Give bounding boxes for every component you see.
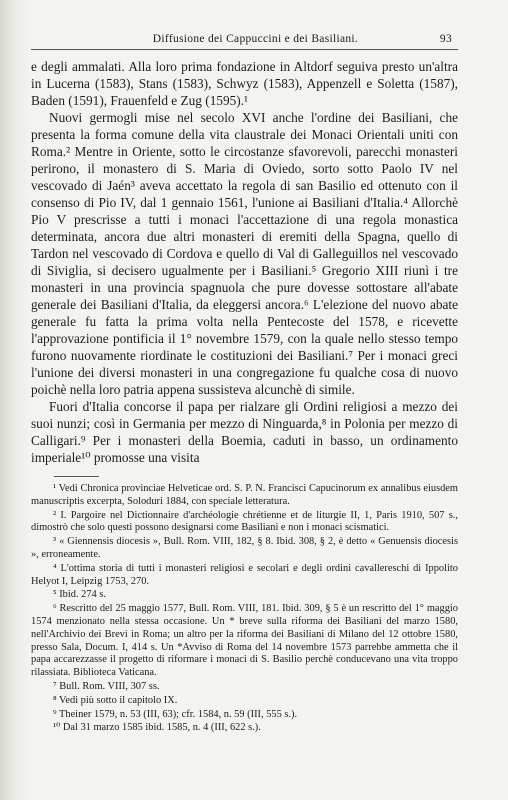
- footnote-1: ¹ Vedi Chronica provinciae Helveticae ord. S. P. N. Francisci Capucinorum ex annalibus eiusdem manuscriptis excerpta, Soloduri 1884, con speciale letteratura.: [31, 483, 458, 507]
- running-title: Diffusione dei Cappuccini e dei Basiliani.: [152, 33, 359, 45]
- footnote-6: ⁶ Rescritto del 25 maggio 1577, Bull. Rom. VIII, 181. Ibid. 309, § 5 è un rescritto del 1° maggio 1574 menzionato nella stessa occasione. Un * breve sulla riforma dei Basiliani del marzo 1580, nell'Archivio dei Brevi in Roma; un altro per la riforma dei Basiliani di Milano del 12 ottobre 1580, presso Sala, Docum. I, 414 s. Un *Avviso di Roma del 14 novembre 1573 parrebbe ammetta che il papa accarezzasse il progetto di riformare i monaci di S. Basilio perchè conducevano una vita troppo rilassiata. Biblioteca Vaticana.: [31, 603, 458, 679]
- running-header: [31, 30, 458, 50]
- footnote-3: ³ « Giennensis diocesis », Bull. Rom. VIII, 182, § 8. Ibid. 308, § 2, è detto « Genuensis diocesis », erroneamente.: [31, 536, 458, 560]
- page-number: 93: [439, 33, 452, 45]
- footnote-8: ⁸ Vedi più sotto il capitolo IX.: [53, 694, 178, 706]
- main-text: [31, 58, 458, 466]
- footnote-5: ⁵ Ibid. 274 s.: [53, 589, 106, 601]
- footnote-7: ⁷ Bull. Rom. VIII, 307 ss.: [53, 680, 160, 692]
- paragraph-1: e degli ammalati. Alla loro prima fondazione in Altdorf seguiva presto un'altra in Lucerna (1583), Stans (1583), Schwyz (1583), Appenzell e Soletta (1587), Baden (1591), Frauenfeld e Zug (1595).¹: [31, 59, 458, 108]
- footnote-separator: [54, 476, 99, 477]
- footnote-2: ² I. Pargoire nel Dictionnaire d'archéologie chrétienne et de liturgie II, 1, Paris 1910, 507 s., dimostrò che solo questi possono designarsi come Basiliani e non i monaci scismatici.: [31, 509, 458, 534]
- footnote-4: ⁴ L'ottima storia di tutti i monasteri religiosi e secolari e degli ordini cavallereschi di Ippolito Helyot I, Leipzig 1753, 270.: [31, 562, 458, 587]
- footnote-10: ¹⁰ Dal 31 marzo 1585 ibid. 1585, n. 4 (III, 622 s.).: [53, 722, 261, 734]
- paragraph-2: Nuovi germogli mise nel secolo XVI anche l'ordine dei Basiliani, che presenta la forma comune della vita claustrale dei Monaci Orientali uniti con Roma.² Mentre in Oriente, sotto le circostanze sfavorevoli, parecchi monasteri perirono, il monastero di S. Maria di Oviedo, sorto sotto Paolo IV nel vescovado di Jaén³ aveva accettato la regola di san Basilio ed ottenuto con il consenso di Pio IV, dal 1 gennaio 1561, l'unione ai Basiliani d'Italia.⁴ Allorchè Pio V prescrisse a tutti i monaci l'accettazione di una regola monastica determinata, ancora due altri monasteri di eremiti della Spagna, quello di Tardon nel vescovado di Cordova e quello di Val di Galleguillos nel vescovado di Siviglia, si decisero ugualmente per i Basiliani.⁵ Gregorio XIII riunì i tre monasteri in una provincia spagnuola che pure dovesse sottostare all'abate generale dei Basiliani d'Italia, da eleggersi ancora.⁶ L'elezione del nuovo abate generale fu fatta la prima volta nella Pentecoste del 1578, e ricevette l'approvazione pontificia il 1° novembre 1579, con la quale nello stesso tempo furono nuovamente riordinate le costituzioni dei Basiliani.⁷ Per i monaci greci l'unione dei diversi monasteri in una congregazione fu qualche cosa di nuovo poichè nella loro patria appena sussisteva alcunchè di simile.: [31, 110, 458, 397]
- paragraph-3: Fuori d'Italia concorse il papa per rialzare gli Ordini religiosi a mezzo dei suoi nunzi; così in Germania per mezzo di Ninguarda,⁸ in Polonia per mezzo di Calligari.⁹ Per i monasteri della Boemia, caduti in basso, un ordinamento imperiale¹⁰ promosse una visita: [31, 399, 458, 465]
- footnotes: [31, 483, 458, 735]
- footnote-9: ⁹ Theiner 1579, n. 53 (III, 63); cfr. 1584, n. 59 (III, 555 s.).: [53, 708, 298, 720]
